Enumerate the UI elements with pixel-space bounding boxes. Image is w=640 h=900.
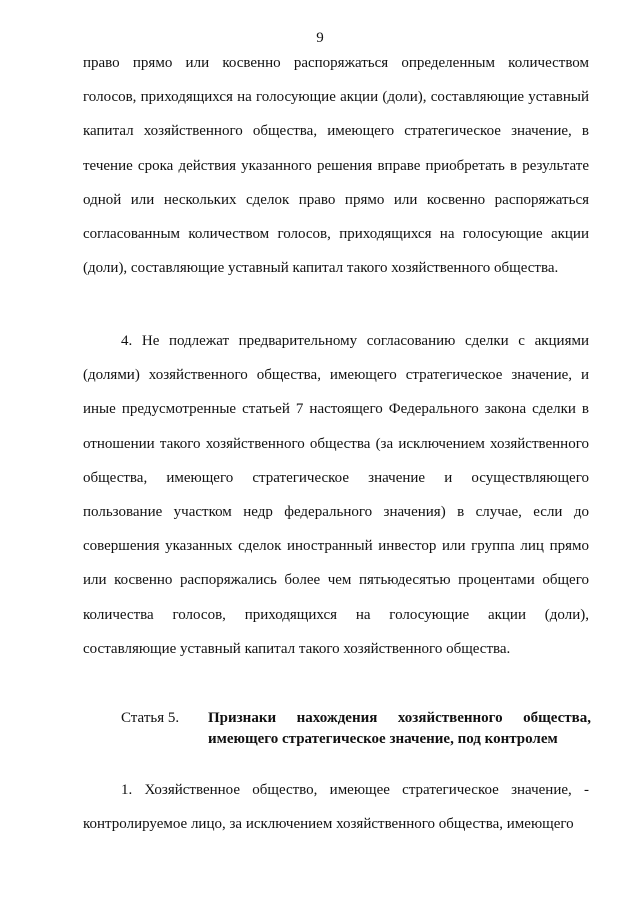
paragraph-continuation: право прямо или косвенно распоряжаться определенным количеством голосов, приходящихся на голосующие акции (доли), составляющие уставный капитал хозяйственного общества, имеющего стратегическое значение, в течение срока действия указанного решения вправе приобретать в результате одной или нескольких сделок право прямо или косвенно распоряжаться согласованным количеством голосов, приходящихся на голосующие акции (доли), составляющие уставный капитал такого хозяйственного общества. (83, 55, 589, 277)
article-number: Статья 5. (121, 710, 180, 726)
page-number: 9 (316, 30, 324, 46)
paragraph-article-5-item-1: 1. Хозяйственное общество, имеющее стратегическое значение, - контролируемое лицо, за исключением хозяйственного общества, имеющего (83, 782, 589, 833)
article-title: Признаки нахождения хозяйственного общества, имеющего стратегическое значение, под контролем (208, 710, 591, 747)
paragraph-item-4: 4. Не подлежат предварительному согласованию сделки с акциями (долями) хозяйственного общества, имеющего стратегическое значение, и иные предусмотренные статьей 7 настоящего Федерального закона сделки в отношении такого хозяйственного общества (за исключением хозяйственного общества, имеющего стратегическое значение и осуществляющего пользование участком недр федерального значения) в случае, если до совершения указанных сделок иностранный инвестор или группа лиц прямо или косвенно распоряжались более чем пятьюдесятью процентами общего количества голосов, приходящихся на голосующие акции (доли), составляющие уставный капитал такого хозяйственного общества. (83, 333, 589, 657)
